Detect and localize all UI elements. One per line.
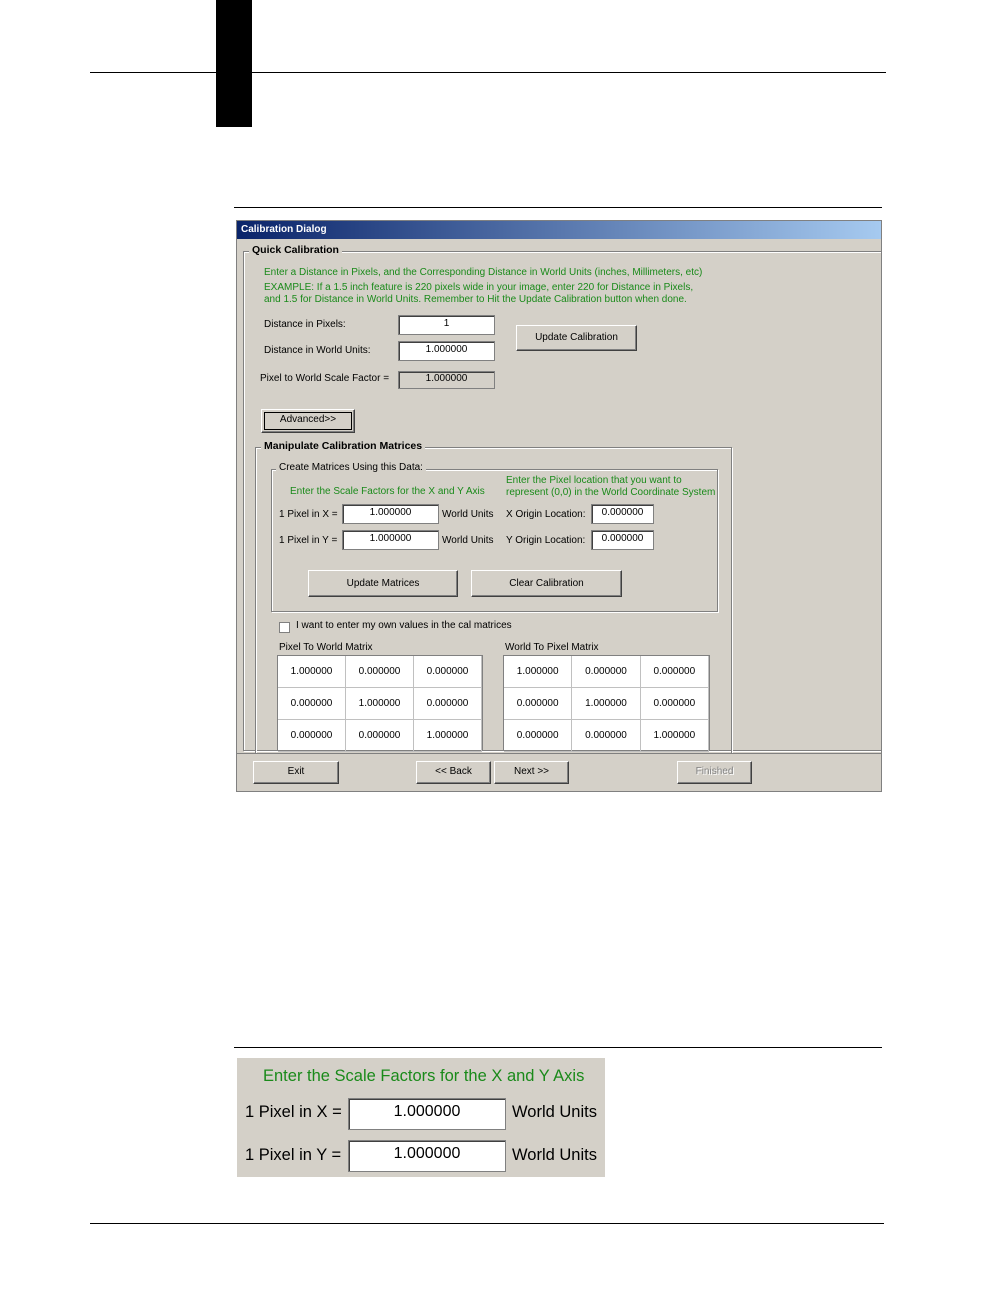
manipulate-matrices-legend: Manipulate Calibration Matrices <box>261 440 425 452</box>
closeup-x-units: World Units <box>512 1103 597 1121</box>
matrix-cell[interactable]: 0.000000 <box>346 656 414 688</box>
instruction-line-1: Enter a Distance in Pixels, and the Corresponding Distance in World Units (inches, Millimeters, etc) <box>264 267 703 278</box>
world-to-pixel-matrix <box>503 655 710 751</box>
dialog-title: Calibration Dialog <box>237 221 881 239</box>
pixel-y-label: 1 Pixel in Y = <box>279 535 338 546</box>
distance-pixels-input[interactable]: 1 <box>398 315 495 335</box>
matrix-cell[interactable]: 1.000000 <box>641 720 709 752</box>
pixel-to-world-matrix <box>277 655 483 751</box>
matrix-cell[interactable]: 0.000000 <box>346 720 414 752</box>
matrix-cell[interactable]: 1.000000 <box>414 720 482 752</box>
matrix-cell[interactable]: 1.000000 <box>346 688 414 720</box>
world-to-pixel-label: World To Pixel Matrix <box>505 642 599 653</box>
clear-calibration-button[interactable]: Clear Calibration <box>471 570 622 597</box>
distance-world-input[interactable]: 1.000000 <box>398 341 495 361</box>
header-rule <box>90 72 886 73</box>
closeup-y-input[interactable]: 1.000000 <box>348 1140 506 1172</box>
matrix-cell[interactable]: 0.000000 <box>572 720 640 752</box>
closeup-y-units: World Units <box>512 1146 597 1164</box>
matrix-cell[interactable]: 0.000000 <box>278 688 346 720</box>
chapter-tab-marker <box>216 0 252 127</box>
advanced-button[interactable]: Advanced>> <box>261 409 355 433</box>
update-calibration-button[interactable]: Update Calibration <box>516 325 637 351</box>
instruction-line-3: and 1.5 for Distance in World Units. Remember to Hit the Update Calibration button when done. <box>264 294 687 305</box>
scale-factor-hint: Enter the Scale Factors for the X and Y Axis <box>290 486 485 497</box>
pixel-x-input[interactable]: 1.000000 <box>342 504 439 524</box>
update-matrices-button[interactable]: Update Matrices <box>308 570 458 597</box>
dialog-footer <box>237 753 881 792</box>
x-origin-input[interactable]: 0.000000 <box>591 504 654 524</box>
closeup-hint: Enter the Scale Factors for the X and Y Axis <box>263 1067 585 1085</box>
y-origin-input[interactable]: 0.000000 <box>591 530 654 550</box>
x-origin-label: X Origin Location: <box>506 509 586 520</box>
own-values-label: I want to enter my own values in the cal matrices <box>296 620 512 631</box>
instruction-line-2: EXAMPLE: If a 1.5 inch feature is 220 pixels wide in your image, enter 220 for Distance in Pixels, <box>264 282 694 293</box>
scale-factor-label: Pixel to World Scale Factor = <box>260 373 390 384</box>
exit-button[interactable]: Exit <box>253 761 339 784</box>
pixel-y-input[interactable]: 1.000000 <box>342 530 439 550</box>
back-button[interactable]: << Back <box>416 761 491 784</box>
matrix-cell[interactable]: 0.000000 <box>414 688 482 720</box>
pixel-y-units: World Units <box>442 535 494 546</box>
distance-world-label: Distance in World Units: <box>264 345 371 356</box>
closeup-x-input[interactable]: 1.000000 <box>348 1098 506 1130</box>
calibration-dialog <box>236 220 882 792</box>
scale-factor-value: 1.000000 <box>398 371 495 389</box>
pixel-to-world-label: Pixel To World Matrix <box>279 642 373 653</box>
matrix-cell[interactable]: 1.000000 <box>572 688 640 720</box>
next-button[interactable]: Next >> <box>494 761 569 784</box>
scale-factor-closeup <box>237 1058 605 1177</box>
figure2-top-rule <box>234 1047 882 1048</box>
footer-rule <box>90 1223 884 1224</box>
figure-top-rule <box>234 207 882 208</box>
matrix-cell[interactable]: 1.000000 <box>278 656 346 688</box>
y-origin-label: Y Origin Location: <box>506 535 586 546</box>
origin-hint-line-2: represent (0,0) in the World Coordinate System <box>506 487 716 498</box>
create-matrices-legend: Create Matrices Using this Data: <box>276 462 426 473</box>
matrix-cell[interactable]: 0.000000 <box>278 720 346 752</box>
matrix-cell[interactable]: 1.000000 <box>504 656 572 688</box>
own-values-checkbox[interactable] <box>279 622 290 633</box>
matrix-cell[interactable]: 0.000000 <box>572 656 640 688</box>
quick-calibration-legend: Quick Calibration <box>249 244 342 256</box>
closeup-x-label: 1 Pixel in X = <box>245 1103 342 1121</box>
matrix-cell[interactable]: 0.000000 <box>641 688 709 720</box>
matrix-cell[interactable]: 0.000000 <box>414 656 482 688</box>
closeup-y-label: 1 Pixel in Y = <box>245 1146 342 1164</box>
distance-pixels-label: Distance in Pixels: <box>264 319 346 330</box>
matrix-cell[interactable]: 0.000000 <box>641 656 709 688</box>
matrix-cell[interactable]: 0.000000 <box>504 720 572 752</box>
origin-hint-line-1: Enter the Pixel location that you want to <box>506 475 682 486</box>
finished-button[interactable]: Finished <box>677 761 752 784</box>
pixel-x-units: World Units <box>442 509 494 520</box>
pixel-x-label: 1 Pixel in X = <box>279 509 338 520</box>
matrix-cell[interactable]: 0.000000 <box>504 688 572 720</box>
